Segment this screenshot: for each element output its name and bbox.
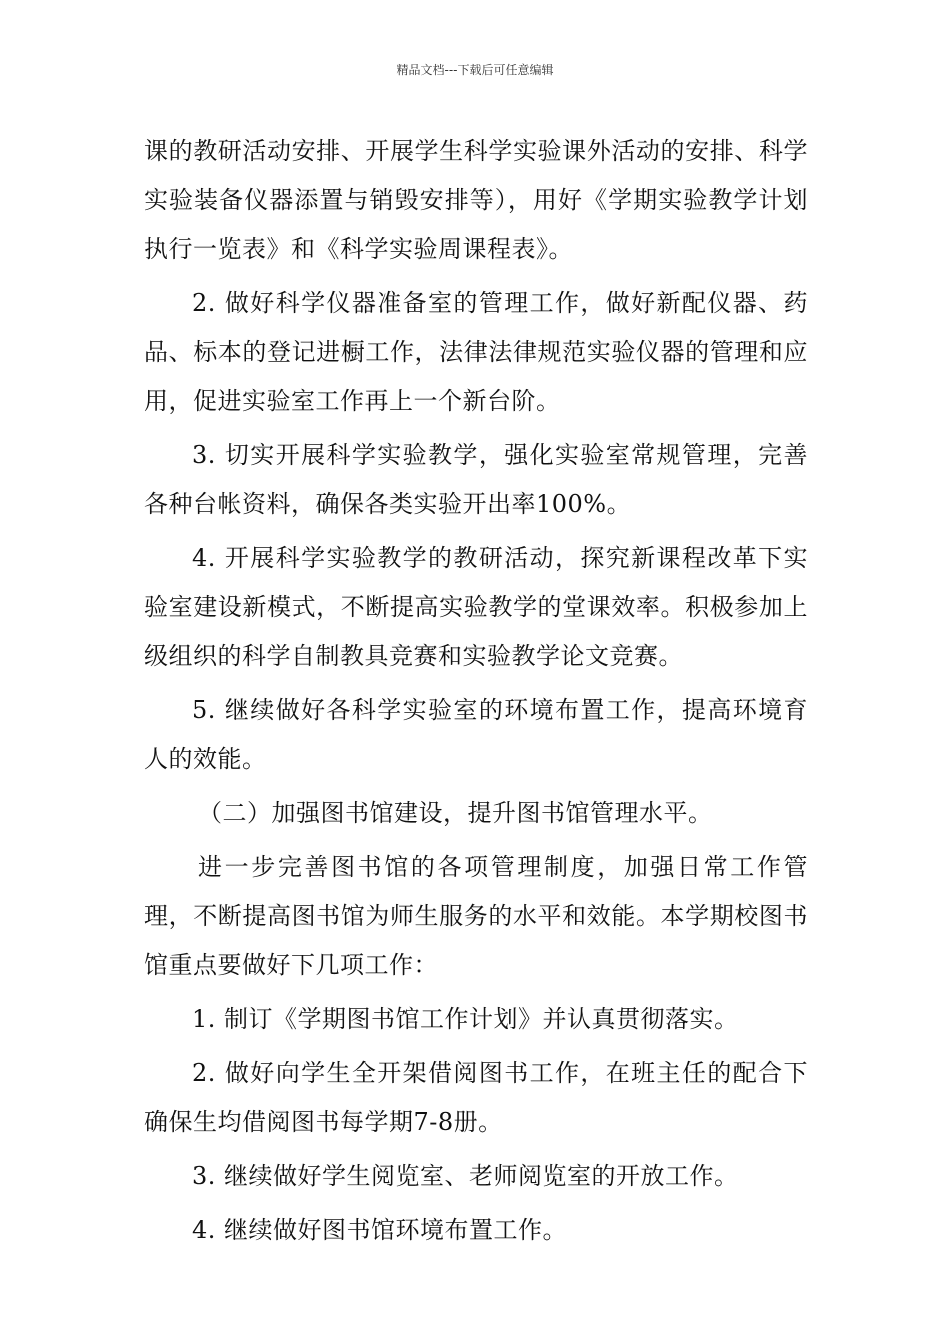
paragraph-item-4: 4. 开展科学实验教学的教研活动，探究新课程改革下实验室建设新模式，不断提高实验教学的堂课效率。积极参加上级组织的科学自制教具竞赛和实验教学论文竞赛。 [144,544,808,670]
paragraph-item-5: 5. 继续做好各科学实验室的环境布置工作，提高环境育人的效能。 [144,696,808,773]
paragraph-library-item-2: 2. 做好向学生全开架借阅图书工作，在班主任的配合下确保生均借阅图书每学期7-8册。 [144,1059,808,1136]
page-header: 精品文档---下载后可任意编辑 [396,63,554,77]
section-heading-library: （二）加强图书馆建设，提升图书馆管理水平。 [198,799,713,827]
paragraph-library-intro: 进一步完善图书馆的各项管理制度，加强日常工作管理，不断提高图书馆为师生服务的水平和效能。本学期校图书馆重点要做好下几项工作： [144,853,808,979]
paragraph-continuation: 课的教研活动安排、开展学生科学实验课外活动的安排、科学实验装备仪器添置与销毁安排等），用好《学期实验教学计划执行一览表》和《科学实验周课程表》。 [144,137,808,263]
paragraph-library-item-4: 4. 继续做好图书馆环境布置工作。 [192,1216,568,1244]
document-body [144,127,808,1260]
paragraph-library-item-1: 1. 制订《学期图书馆工作计划》并认真贯彻落实。 [192,1005,739,1033]
paragraph-item-2: 2. 做好科学仪器准备室的管理工作，做好新配仪器、药品、标本的登记进橱工作，法律法律规范实验仪器的管理和应用，促进实验室工作再上一个新台阶。 [144,289,808,415]
paragraph-library-item-3: 3. 继续做好学生阅览室、老师阅览室的开放工作。 [192,1162,739,1190]
paragraph-item-3: 3. 切实开展科学实验教学，强化实验室常规管理，完善各种台帐资料，确保各类实验开出率100%。 [144,441,808,518]
